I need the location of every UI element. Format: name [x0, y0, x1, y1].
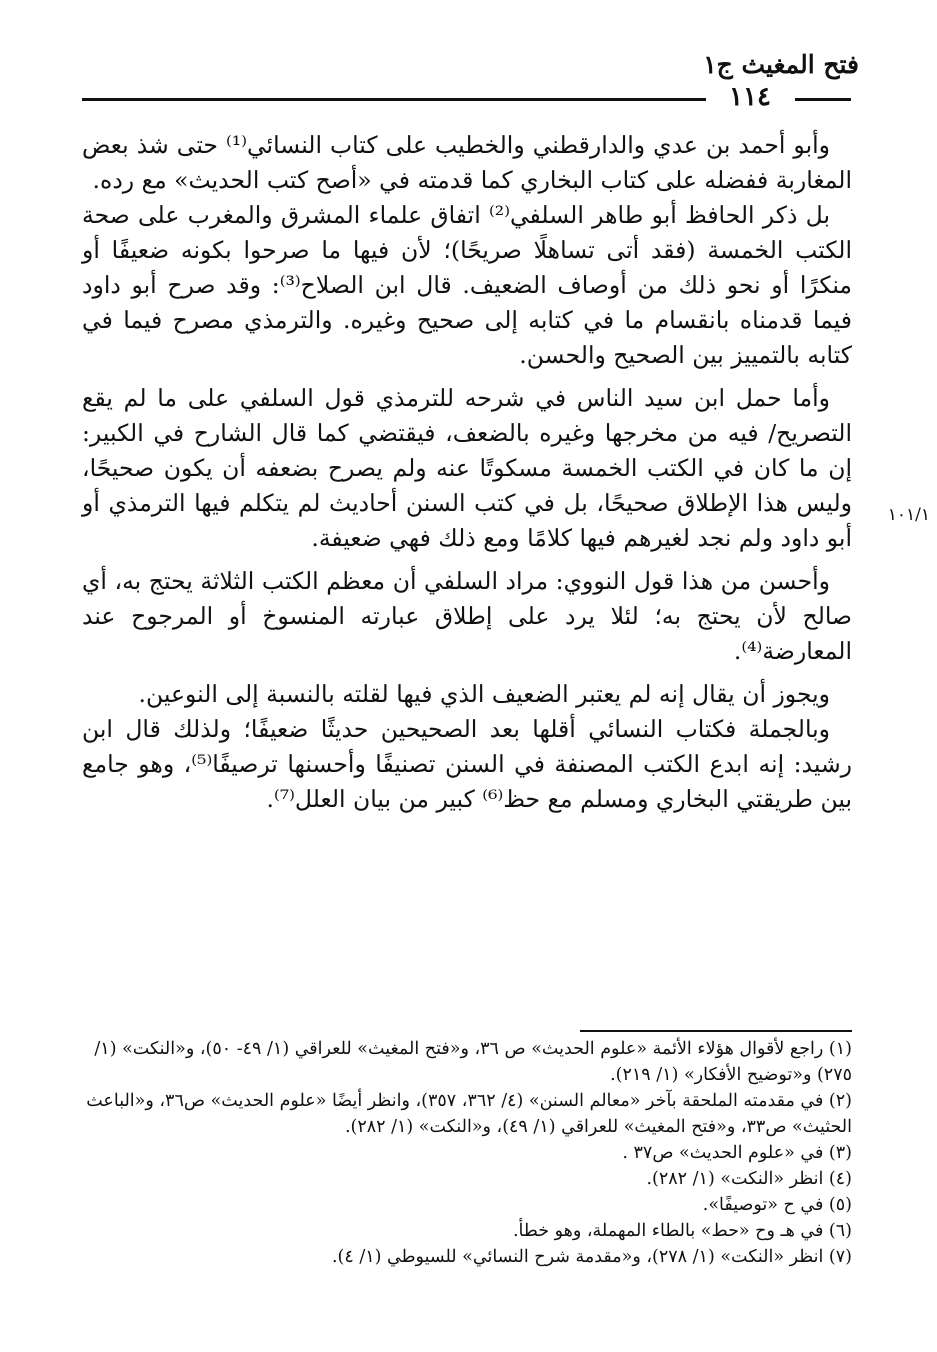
paragraph-2: بل ذكر الحافظ أبو طاهر السلفي⁽²⁾ اتفاق علماء المشرق والمغرب على صحة الكتب الخمسة (فقد أتى تساهلًا صريحًا)؛ لأن فيها ما صرحوا بكونه ضعيفًا أو منكرًا أو نحو ذلك من أوصاف الضعيف. قال ابن الصلاح⁽³⁾: وقد صرح أبو داود فيما قدمناه بانقسام ما في كتابه إلى صحيح وغيره. والترمذي مصرح فيما في كتابه بالتمييز بين الصحيح والحسن.	[82, 201, 853, 369]
header-rule-left	[82, 98, 706, 101]
paragraph-6: وبالجملة فكتاب النسائي أقلها بعد الصحيحين حديثًا ضعيفًا؛ ولذلك قال ابن رشيد: إنه ابدع الكتب المصنفة في السنن تصنيفًا وأحسنها ترصيفًا⁽⁵⁾، وهو جامع بين طريقتي البخاري ومسلم مع حظ⁽⁶⁾ كبير من بيان العلل⁽⁷⁾.	[82, 715, 853, 813]
paragraph-4: وأحسن من هذا قول النووي: مراد السلفي أن معظم الكتب الثلاثة يحتج به، أي صالح لأن يحتج به؛ لئلا يرد على إطلاق عبارته المنسوخ أو المرجوح عند المعارضة⁽⁴⁾.	[82, 567, 852, 665]
main-text	[82, 128, 852, 817]
footnote-7: (٧) انظر «النكت» (١/ ٢٧٨)، و«مقدمة شرح النسائي» للسيوطي (١/ ٤).	[331, 1247, 852, 1267]
footnote-3: (٣) في «علوم الحديث» ص٣٧ .	[622, 1143, 852, 1163]
footnote-6: (٦) في هـ وح «حط» بالطاء المهملة، وهو خطأ.	[512, 1221, 852, 1241]
paragraph-5: ويجوز أن يقال إنه لم يعتبر الضعيف الذي فيها لقلته بالنسبة إلى النوعين.	[138, 680, 830, 708]
footnotes	[82, 1036, 852, 1270]
paragraph-1: وأبو أحمد بن عدي والدارقطني والخطيب على كتاب النسائي⁽¹⁾ حتى شذ بعض المغاربة ففضله على كتاب البخاري كما قدمته في «أصح كتب الحديث» مع رده.	[82, 131, 852, 194]
paragraph-3: وأما حمل ابن سيد الناس في شرحه للترمذي قول السلفي على ما لم يقع التصريح/ فيه من مخرجها وغيره بالضعف، فيقتضي كما قال الشارح في الكبير: إن ما كان في الكتب الخمسة مسكوتًا عنه ولم يصرح بضعفه أن يكون صحيحًا، وليس هذا الإطلاق صحيحًا، بل في كتب السنن أحاديث لم يتكلم فيها الترمذي أو أبو داود ولم نجد لغيرهم فيها كلامًا ومع ذلك فهي ضعيفة.	[82, 384, 852, 552]
footnote-separator	[580, 1030, 852, 1032]
footnote-5: (٥) في ح «توصيفًا».	[702, 1195, 852, 1215]
footnote-2: (٢) في مقدمته الملحقة بآخر «معالم السنن» (٤/ ٣٦٢، ٣٥٧)، وانظر أيضًا «علوم الحديث» ص٣٦، و«الباعث الحثيث» ص٣٣، و«فتح المغيث» للعراقي (١/ ٤٩)، و«النكت» (١/ ٢٨٢).	[86, 1091, 852, 1137]
margin-page-reference: ١٠١/١	[887, 505, 930, 525]
page-number: ١١٤	[729, 82, 771, 112]
footnote-4: (٤) انظر «النكت» (١/ ٢٨٢).	[646, 1169, 852, 1189]
header-rule-right	[795, 98, 851, 101]
footnote-1: (١) راجع لأقوال هؤلاء الأئمة «علوم الحديث» ص ٣٦، و«فتح المغيث» للعراقي (١/ ٤٩- ٥٠)، و«النكت» (١/ ٢٧٥) و«توضيح الأفكار» (١/ ٢١٩).	[94, 1039, 852, 1085]
running-title: فتح المغيث ج١	[703, 50, 859, 79]
